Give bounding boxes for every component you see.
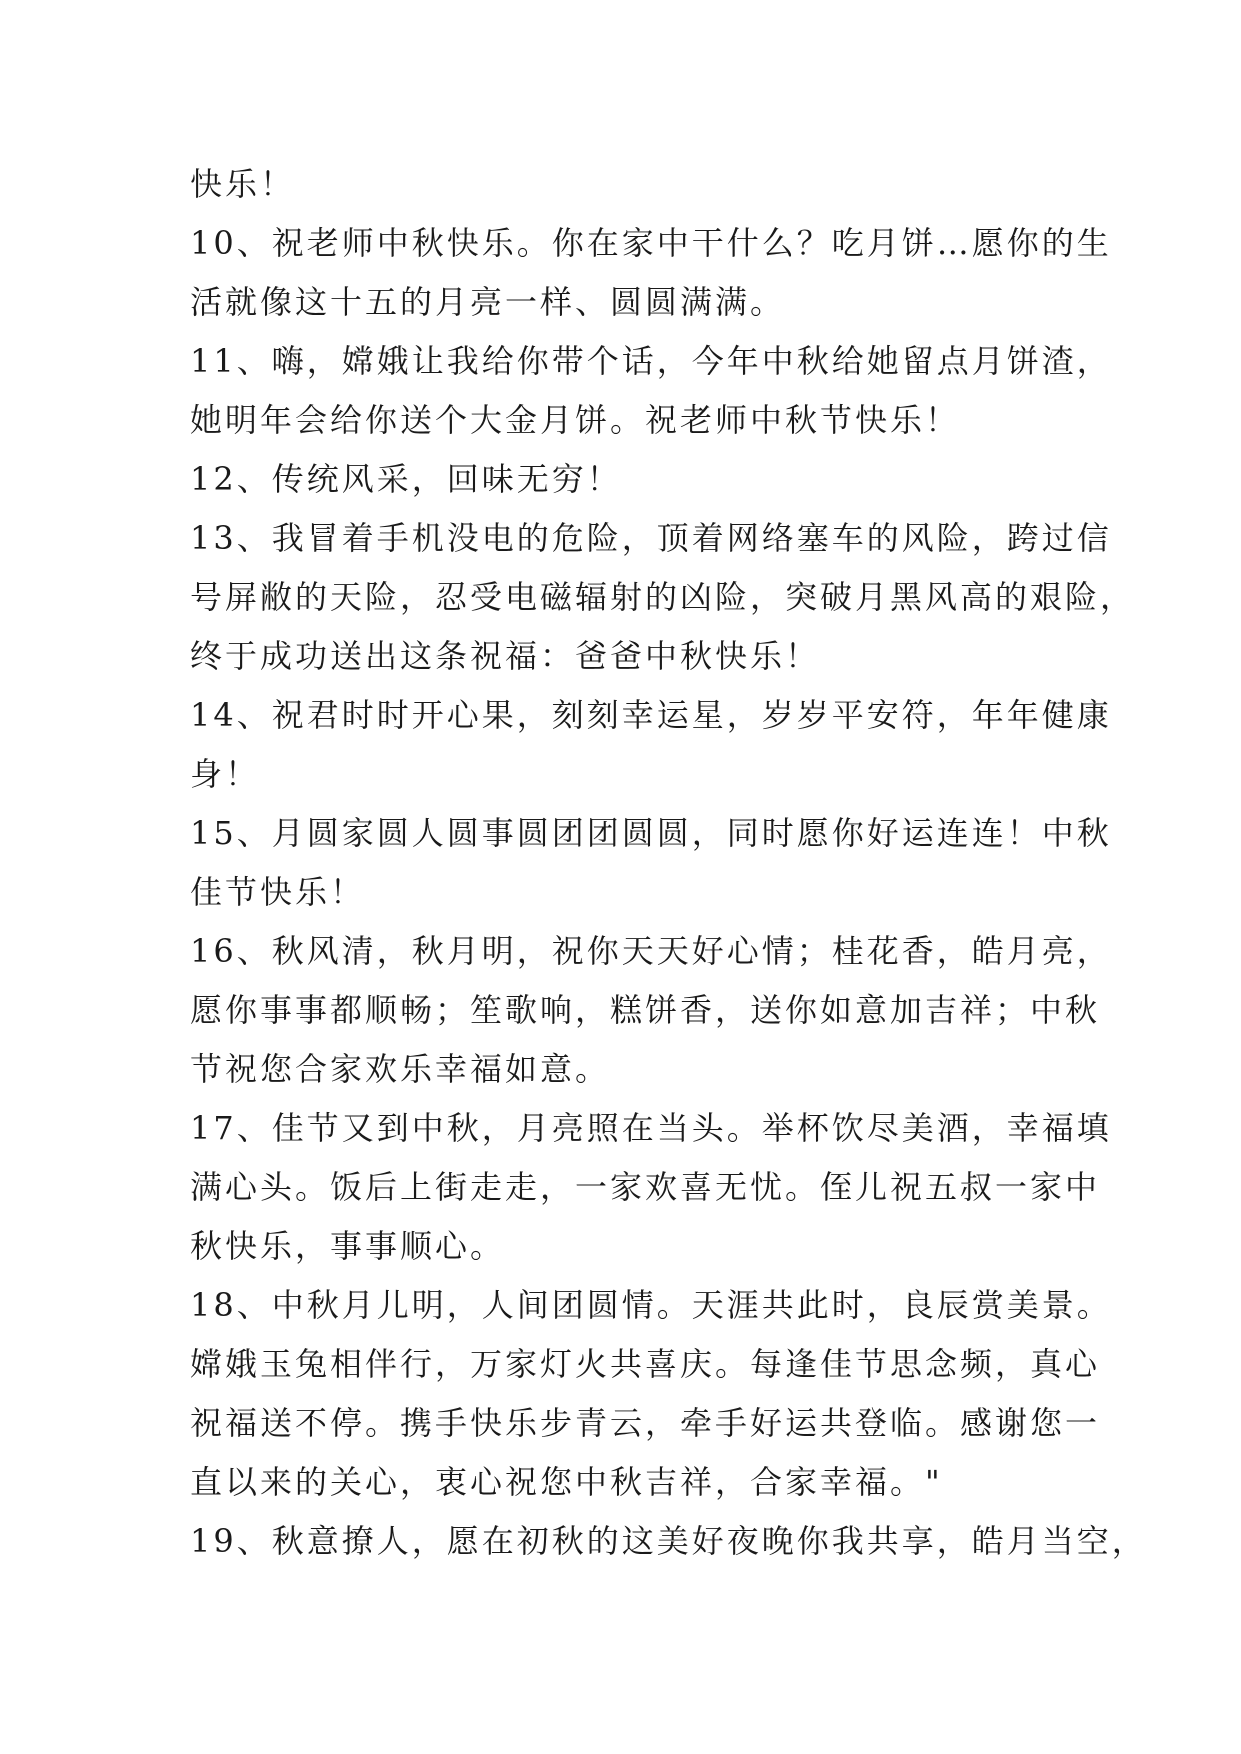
- text-line: 活就像这十五的月亮一样、圆圆满满。: [190, 283, 786, 321]
- text-line: 直以来的关心，衷心祝您中秋吉祥，合家幸福。": [190, 1463, 943, 1501]
- text-line: 嫦娥玉兔相伴行，万家灯火共喜庆。每逢佳节思念频，真心: [190, 1345, 1101, 1383]
- text-line: 号屏敝的天险，忍受电磁辐射的凶险，突破月黑风高的艰险，: [190, 578, 1136, 616]
- text-line: 佳节快乐！: [190, 873, 366, 911]
- text-line: 18、中秋月儿明，人间团圆情。天涯共此时，良辰赏美景。: [190, 1286, 1112, 1324]
- text-line: 13、我冒着手机没电的危险，顶着网络塞车的风险，跨过信: [190, 519, 1112, 557]
- text-line: 身！: [190, 755, 261, 793]
- text-line: 11、嗨，嫦娥让我给你带个话，今年中秋给她留点月饼渣，: [190, 342, 1112, 380]
- text-line: 愿你事事都顺畅；笙歌响，糕饼香，送你如意加吉祥；中秋: [190, 991, 1101, 1029]
- text-line: 14、祝君时时开心果，刻刻幸运星，岁岁平安符，年年健康: [190, 696, 1112, 734]
- text-line: 她明年会给你送个大金月饼。祝老师中秋节快乐！: [190, 401, 961, 439]
- text-line: 满心头。饭后上街走走，一家欢喜无忧。侄儿祝五叔一家中: [190, 1168, 1101, 1206]
- text-line: 15、月圆家圆人圆事圆团团圆圆，同时愿你好运连连！中秋: [190, 814, 1112, 852]
- text-line: 12、传统风采，回味无穷！: [190, 460, 622, 498]
- text-line: 快乐！: [190, 165, 296, 203]
- text-line: 16、秋风清，秋月明，祝你天天好心情；桂花香，皓月亮，: [190, 932, 1112, 970]
- text-line: 秋快乐，事事顺心。: [190, 1227, 506, 1265]
- document-body: [190, 155, 1147, 1571]
- text-line: 10、祝老师中秋快乐。你在家中干什么？吃月饼…愿你的生: [190, 224, 1112, 262]
- text-line: 17、佳节又到中秋，月亮照在当头。举杯饮尽美酒，幸福填: [190, 1109, 1112, 1147]
- text-line: 祝福送不停。携手快乐步青云，牵手好运共登临。感谢您一: [190, 1404, 1101, 1442]
- text-line: 终于成功送出这条祝福：爸爸中秋快乐！: [190, 637, 821, 675]
- text-line: 19、秋意撩人，愿在初秋的这美好夜晚你我共享，皓月当空，: [190, 1522, 1147, 1560]
- text-line: 节祝您合家欢乐幸福如意。: [190, 1050, 611, 1088]
